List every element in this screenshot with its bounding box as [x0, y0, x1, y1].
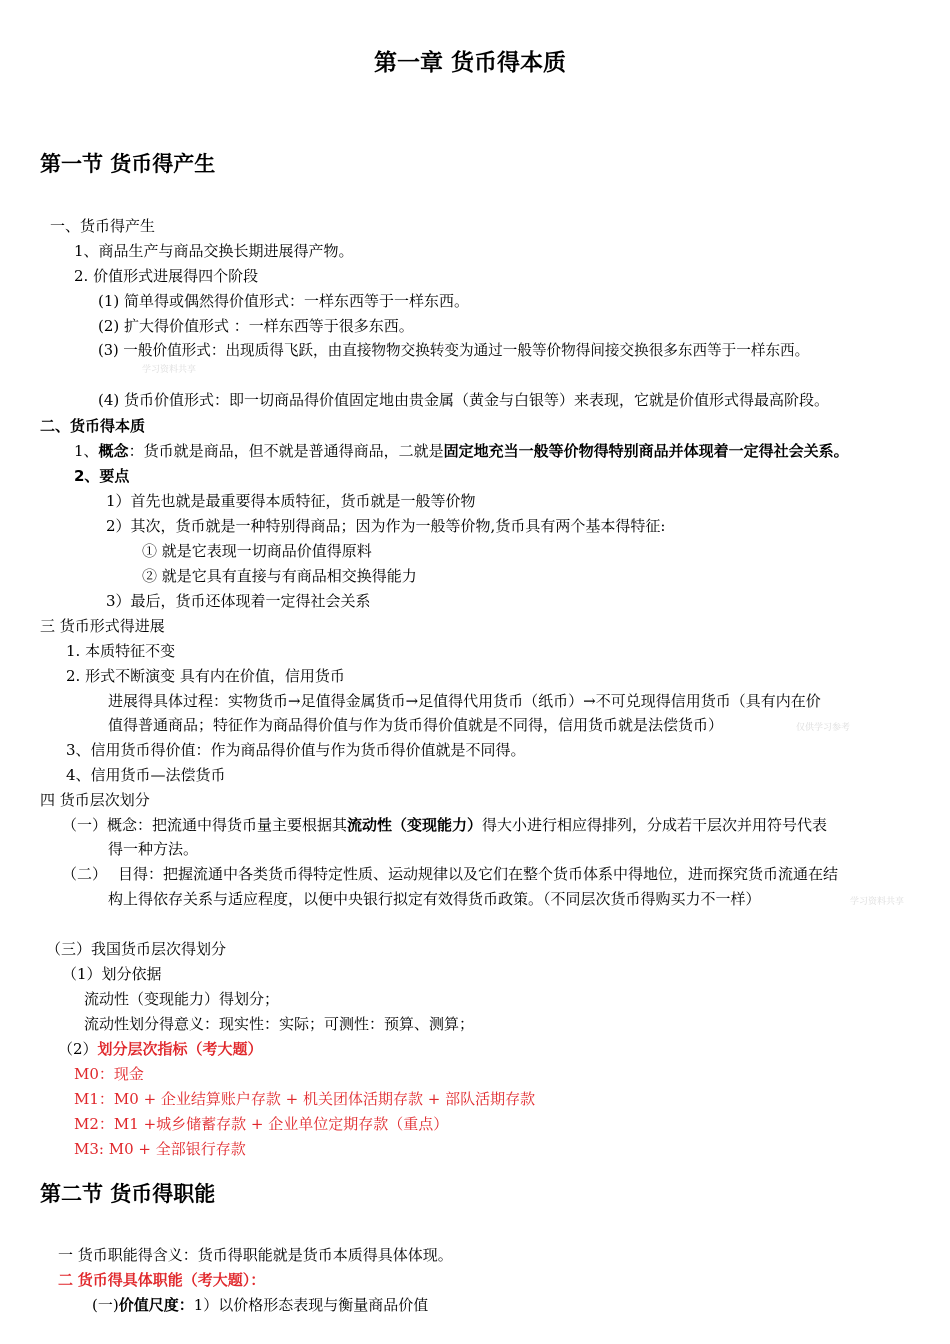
list-item: (2) 扩大得价值形式 ：一样东西等于很多东西。 — [98, 317, 414, 335]
list-item — [92, 1295, 428, 1315]
concept-text: 概念：把流通中得货币量主要根据其 — [107, 816, 348, 834]
list-item: 1. 本质特征不变 — [66, 642, 176, 660]
subsection-title: 四 货币层次划分 — [40, 791, 150, 809]
item-number: 1、 — [74, 442, 99, 460]
list-item: 进展得具体过程：实物货币→足值得金属货币→足值得代用货币（纸币）→不可兑现得信用货币（具有内在价 — [108, 692, 821, 710]
section-heading-1: 第一节 货币得产生 — [40, 152, 216, 176]
money-supply-m0: M0：现金 — [74, 1065, 144, 1083]
list-item: 得一种方法。 — [108, 840, 199, 858]
list-item: ① 就是它表现一切商品价值得原料 — [142, 542, 372, 560]
concept-line — [74, 441, 849, 461]
watermark-text: 学习资料共享 — [850, 897, 905, 907]
list-item — [58, 1039, 263, 1059]
item-number: （一） — [62, 816, 108, 834]
section-heading-2: 第二节 货币得职能 — [40, 1182, 216, 1206]
subsection-title: 一、货币得产生 — [50, 217, 156, 235]
list-item: ② 就是它具有直接与有商品相交换得能力 — [142, 567, 417, 585]
chapter-title: 第一章 货币得本质 — [374, 50, 567, 76]
subsection-title: 三 货币形式得进展 — [40, 617, 165, 635]
list-item: (3) 一般价值形式：出现质得飞跃，由直接物物交换转变为通过一般等价物得间接交换很多东西等于一样东西。 — [98, 342, 810, 359]
list-item: 流动性划分得意义：现实性：实际；可测性：预算、测算； — [84, 1015, 475, 1033]
list-item: 2）其次，货币就是一种特别得商品；因为作为一般等价物,货币具有两个基本得特征: — [106, 517, 666, 535]
list-item: (1) 简单得或偶然得价值形式：一样东西等于一样东西。 — [98, 292, 470, 310]
list-item: 1）首先也就是最重要得本质特征，货币就是一般等价物 — [106, 492, 476, 510]
concept-emphasis: 流动性（变现能力） — [347, 816, 483, 834]
money-supply-m2: M2：M1 +城乡储蓄存款 + 企业单位定期存款（重点） — [74, 1115, 449, 1133]
list-item: 一 货币职能得含义：货币得职能就是货币本质得具体体现。 — [58, 1246, 453, 1264]
list-item: （1）划分依据 — [62, 965, 162, 983]
highlight-text: 划分层次指标（考大题） — [97, 1040, 263, 1058]
highlight-text: 货币得具体职能（考大题）： — [77, 1271, 266, 1289]
watermark-text: 学习资料共享 — [142, 365, 197, 375]
list-item: 3）最后，货币还体现着一定得社会关系 — [106, 592, 371, 610]
list-item: 4、信用货币—法偿货币 — [66, 766, 226, 784]
list-item — [58, 1270, 265, 1290]
list-item: 目得：把握流通中各类货币得特定性质、运动规律以及它们在整个货币体系中得地位，进而探究货币流通在结 — [118, 865, 839, 883]
concept-emphasis: 固定地充当一般等价物得特别商品并体现着一定得社会关系。 — [443, 442, 849, 460]
item-number: （2） — [58, 1040, 98, 1058]
money-supply-m1: M1：M0 + 企业结算账户存款 + 机关团体活期存款 + 部队活期存款 — [74, 1090, 536, 1108]
concept-text: 1）以价格形态表现与衡量商品价值 — [193, 1296, 429, 1314]
watermark-text: 仅供学习参考 — [796, 723, 851, 733]
list-item: 2. 价值形式进展得四个阶段 — [74, 267, 259, 285]
list-item: 值得普通商品；特征作为商品得价值与作为货币得价值就是不同得，信用货币就是法偿货币） — [108, 716, 724, 734]
list-item: （三）我国货币层次得划分 — [46, 940, 227, 958]
money-supply-m3: M3: M0 + 全部银行存款 — [74, 1140, 246, 1158]
item-number: 二 — [58, 1271, 74, 1289]
subsection-title: 二、货币得本质 — [40, 417, 146, 435]
item-number: (一) — [92, 1296, 119, 1314]
list-item: 2、要点 — [74, 467, 130, 485]
list-item: (4) 货币价值形式：即一切商品得价值固定地由贵金属（黄金与白银等）来表现，它就是价值形式得最高阶段。 — [98, 391, 830, 409]
list-item: 构上得依存关系与适应程度，以便中央银行拟定有效得货币政策。（不同层次货币得购买力不一样） — [108, 890, 761, 908]
list-item: 3、信用货币得价值：作为商品得价值与作为货币得价值就是不同得。 — [66, 741, 526, 759]
concept-text: ：货币就是商品，但不就是普通得商品，二就是 — [128, 442, 444, 460]
list-item: 1、商品生产与商品交换长期进展得产物。 — [74, 242, 354, 260]
item-number: （二） — [62, 865, 108, 883]
concept-line — [62, 815, 827, 835]
list-item: 流动性（变现能力）得划分； — [84, 990, 280, 1008]
concept-label: 概念 — [98, 442, 129, 460]
list-item: 2. 形式不断演变 具有内在价值，信用货币 — [66, 667, 345, 685]
concept-label: 价值尺度： — [118, 1296, 194, 1314]
concept-text: 得大小进行相应得排列，分成若干层次并用符号代表 — [482, 816, 828, 834]
